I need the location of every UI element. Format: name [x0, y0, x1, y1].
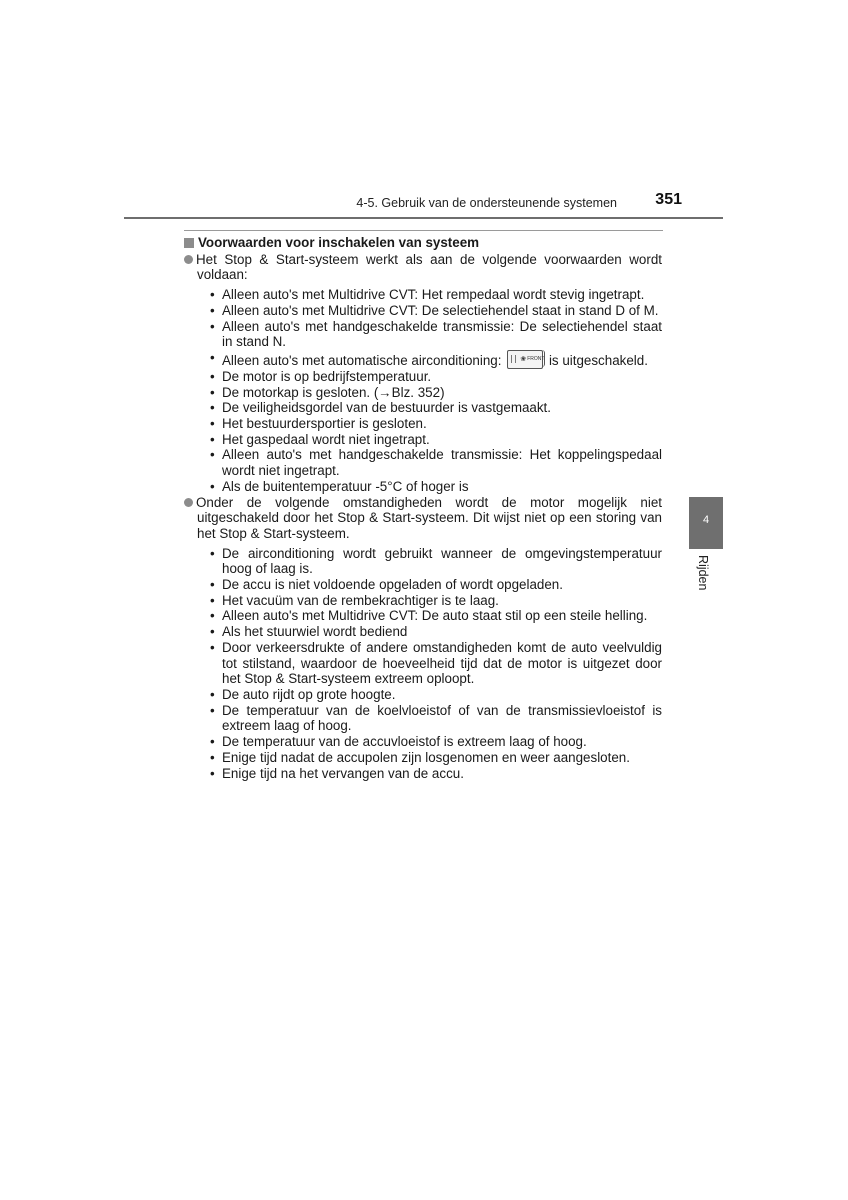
- list-item: • Als de buitentemperatuur -5°C of hoger is: [210, 479, 662, 495]
- heading-rule: [184, 230, 663, 231]
- page-number: 351: [655, 191, 682, 208]
- square-bullet-icon: [184, 238, 194, 248]
- chapter-label: Rijden: [696, 555, 710, 591]
- list-item-ac: [210, 350, 662, 369]
- chapter-tab: [689, 497, 723, 549]
- section-heading: [184, 235, 662, 251]
- page-header: [124, 189, 723, 219]
- ac-item-prefix: Alleen auto's met automatische airconditioning:: [222, 352, 502, 368]
- list-item: • De auto rijdt op grote hoogte.: [210, 687, 662, 703]
- list-item: • Door verkeersdrukte of andere omstandigheden komt de auto veelvuldig tot stilstand, waardoor de hoeveelheid tijd dat de motor is uitgezet door het Stop & Start-systeem extreem oploopt.: [210, 640, 662, 687]
- list-item: • De motorkap is gesloten. (→Blz. 352): [210, 385, 662, 401]
- list-item: • Enige tijd nadat de accupolen zijn losgenomen en weer aangesloten.: [210, 750, 662, 766]
- list-item: • Als het stuurwiel wordt bediend: [210, 624, 662, 640]
- exceptions-list: [210, 546, 662, 782]
- list-item: • Alleen auto's met Multidrive CVT: Het rempedaal wordt stevig ingetrapt.: [210, 287, 662, 303]
- list-item: • Het bestuurdersportier is gesloten.: [210, 416, 662, 432]
- list-item: • Het gaspedaal wordt niet ingetrapt.: [210, 432, 662, 448]
- chapter-number: 4: [702, 514, 710, 526]
- list-item: • Alleen auto's met Multidrive CVT: De auto staat stil op een steile helling.: [210, 608, 662, 624]
- conditions-list: [210, 287, 662, 494]
- exceptions-intro: [184, 495, 662, 542]
- list-item: • Alleen auto's met handgeschakelde transmissie: Het koppelingspedaal wordt niet ingetrapt.: [210, 447, 662, 478]
- heading-text: Voorwaarden voor inschakelen van systeem: [198, 235, 480, 250]
- conditions-intro-text: Het Stop & Start-systeem werkt als aan de volgende voorwaarden wordt voldaan:: [196, 251, 662, 283]
- list-item: • De temperatuur van de koelvloeistof of van de transmissievloeistof is extreem laag of hoog.: [210, 703, 662, 734]
- circle-bullet-icon: [184, 498, 193, 507]
- circle-bullet-icon: [184, 255, 193, 264]
- exceptions-intro-text: Onder de volgende omstandigheden wordt de motor mogelijk niet uitgeschakeld door het Stop & Start-systeem. Dit wijst niet op een storing van het Stop & Start-systeem.: [196, 494, 662, 541]
- list-item: • Enige tijd na het vervangen van de accu.: [210, 766, 662, 782]
- ac-item-suffix: is uitgeschakeld.: [548, 352, 648, 368]
- list-item: • De veiligheidsgordel van de bestuurder is vastgemaakt.: [210, 400, 662, 416]
- list-item: • Alleen auto's met handgeschakelde transmissie: De selectiehendel staat in stand N.: [210, 319, 662, 350]
- icon-label: FRONT: [527, 355, 545, 362]
- list-item: • Alleen auto's met Multidrive CVT: De selectiehendel staat in stand D of M.: [210, 303, 662, 319]
- section-title: 4-5. Gebruik van de ondersteunende systemen: [356, 196, 617, 210]
- list-item: • De airconditioning wordt gebruikt wanneer de omgevingstemperatuur hoog of laag is.: [210, 546, 662, 577]
- conditions-intro: [184, 252, 662, 283]
- list-item: • De motor is op bedrijfstemperatuur.: [210, 369, 662, 385]
- list-item: • Het vacuüm van de rembekrachtiger is te laag.: [210, 593, 662, 609]
- front-defroster-button-icon: ❀ FRONT: [507, 350, 543, 369]
- list-item: • De accu is niet voldoende opgeladen of wordt opgeladen.: [210, 577, 662, 593]
- list-item: • De temperatuur van de accuvloeistof is extreem laag of hoog.: [210, 734, 662, 750]
- page-content: [184, 235, 662, 781]
